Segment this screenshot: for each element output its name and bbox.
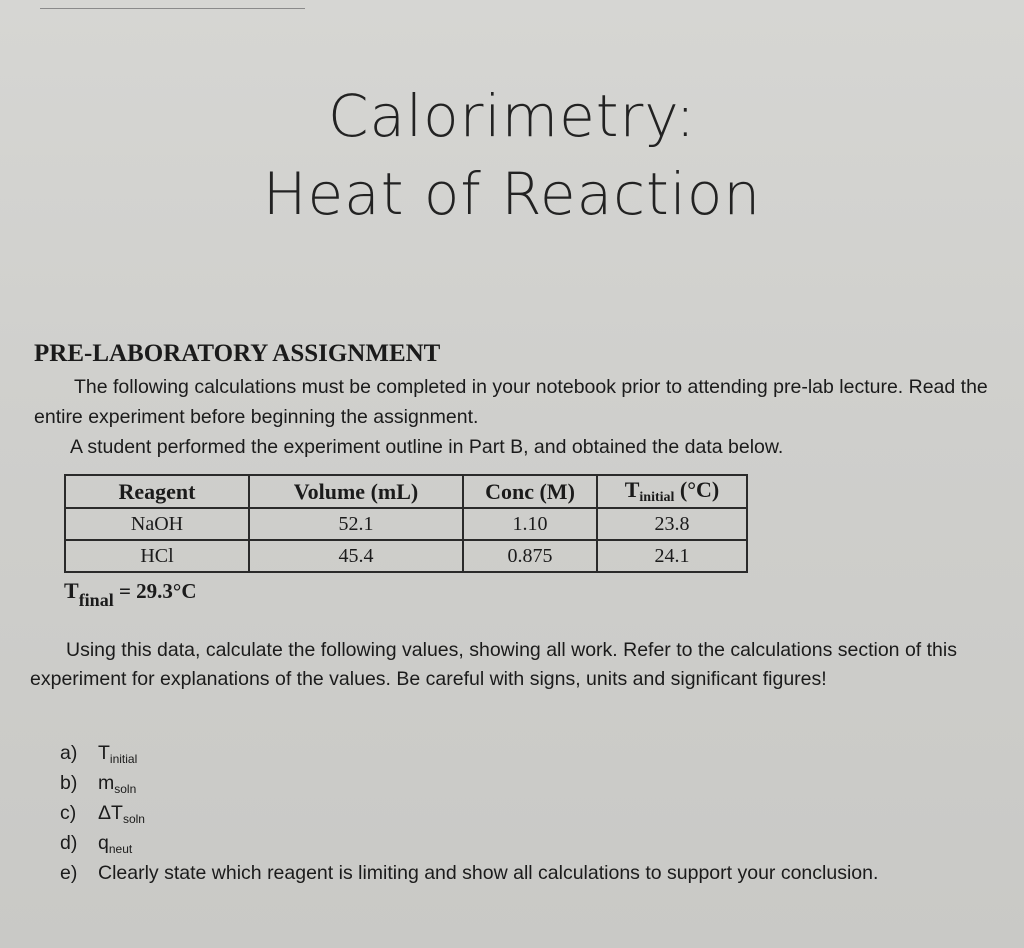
item-symbol: T [98,742,110,764]
header-t-initial [597,475,747,508]
t-final-symbol: T [64,578,79,603]
item-symbol: q [98,832,109,854]
header-t-subscript: initial [639,490,675,505]
item-subscript: soln [122,812,145,826]
cell-reagent: NaOH [65,508,249,540]
header-volume: Volume (mL) [249,475,463,508]
instructions-paragraph: Using this data, calculate the following values, showing all work. Refer to the calculations section of this experiment for explanations of the values. Be careful with signs, units and significant figures! [30,639,957,690]
table-row [65,540,747,572]
item-text: Clearly state which reagent is limiting and show all calculations to support your conclusion. [98,862,879,884]
cell-volume: 52.1 [249,508,463,540]
item-subscript: soln [114,782,137,796]
item-label: b) [60,772,78,794]
title-line-1: Calorimetry: [327,82,696,150]
student-line: A student performed the experiment outline in Part B, and obtained the data below. [70,436,784,458]
title-line-2: Heat of Reaction [262,160,762,228]
t-final-subscript: final [78,590,114,610]
list-item [60,828,1010,858]
cell-volume: 45.4 [249,540,463,572]
data-table [64,474,748,573]
item-subscript: initial [109,752,138,766]
list-item [60,798,1010,828]
item-label: d) [60,832,78,854]
cell-t-initial: 23.8 [597,508,747,540]
cell-reagent: HCl [65,540,249,572]
table-row [65,508,747,540]
table-header-row [65,475,747,508]
item-label: c) [60,802,77,824]
t-final-number: = 29.3°C [113,579,197,603]
t-final-value [64,578,196,611]
list-item [60,858,1010,918]
cell-conc: 0.875 [463,540,597,572]
cell-conc: 1.10 [463,508,597,540]
header-conc: Conc (M) [463,475,597,508]
top-rule [40,8,305,9]
section-heading: PRE-LABORATORY ASSIGNMENT [34,340,441,367]
header-t-unit: (°C) [674,477,720,502]
item-subscript: neut [108,842,133,856]
header-t-symbol: T [624,477,640,502]
header-reagent: Reagent [65,475,249,508]
intro-paragraph: The following calculations must be completed in your notebook prior to attending pre-lab lecture. Read the entire experiment before beginning the assignment. [34,376,988,428]
item-symbol: ΔT [98,802,123,824]
question-list [60,738,1010,918]
list-item [60,738,1010,768]
item-label: a) [60,742,78,764]
item-symbol: m [98,772,115,794]
list-item [60,768,1010,798]
item-label: e) [60,862,78,884]
cell-t-initial: 24.1 [597,540,747,572]
